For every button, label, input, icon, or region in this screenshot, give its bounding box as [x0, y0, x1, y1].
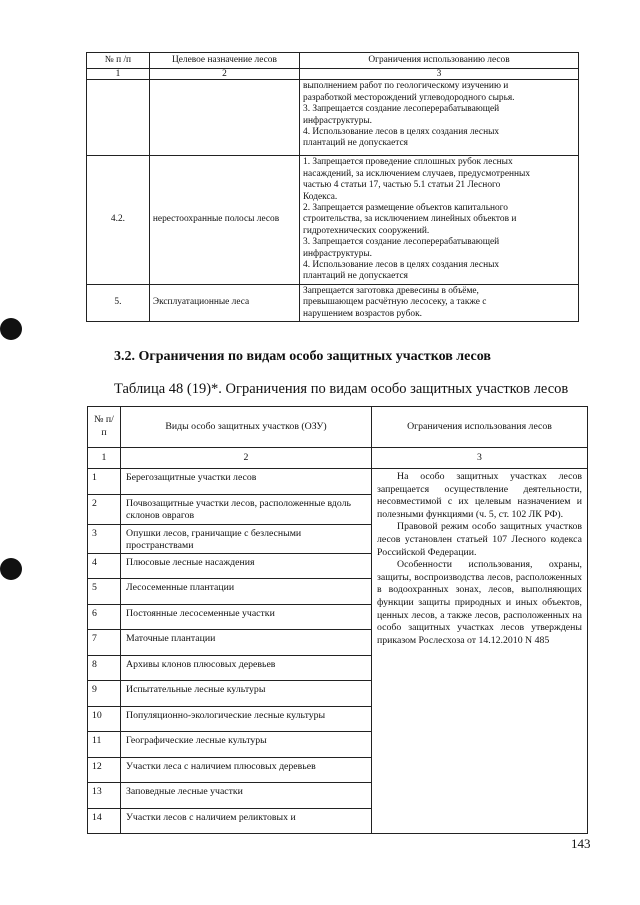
colnum-3: 3 [300, 69, 579, 80]
restriction-line: строительства, за исключением линейных объектов и [303, 214, 517, 225]
page-number: 143 [571, 836, 591, 851]
restriction-line: выполнением работ по геологическому изучению и [303, 81, 509, 92]
row-ozu-type: Почвозащитные участки лесов, расположенные вдоль склонов оврагов [121, 494, 372, 524]
row-num: 11 [88, 732, 121, 758]
header-restrictions: Ограничения использованию лесов [300, 53, 579, 69]
restriction-line: 1. Запрещается проведение сплошных рубок лесных [303, 157, 513, 168]
restriction-line: 4. Использование лесов в целях создания лесных [303, 127, 500, 138]
row-num: 9 [88, 681, 121, 707]
header-num: № п/п [88, 407, 121, 448]
row-ozu-type: Географические лесные культуры [121, 732, 372, 758]
row-restrictions [300, 80, 579, 156]
table-header-row [88, 407, 588, 448]
row-ozu-type: Заповедные лесные участки [121, 783, 372, 809]
header-num: № п /п [87, 53, 150, 69]
row-purpose: нерестоохранные полосы лесов [149, 156, 299, 284]
restriction-line: Запрещается заготовка древесины в объёме, [303, 285, 479, 296]
row-ozu-type: Плюсовые лесные насаждения [121, 553, 372, 579]
colnum-1: 1 [87, 69, 150, 80]
table-header-row [87, 53, 579, 69]
row-num: 8 [88, 655, 121, 681]
header-restrictions: Ограничения использования лесов [372, 407, 588, 448]
restriction-paragraph: На особо защитных участках лесов запрещается осуществление деятельности, несовместимой с их целевым назначением и полезными функциями (ч. 5, ст. 102 ЛК РФ). [377, 471, 582, 520]
row-ozu-type: Опушки лесов, граничащие с безлесными пространствами [121, 524, 372, 553]
row-ozu-type: Берегозащитные участки лесов [121, 469, 372, 495]
row-num: 3 [88, 524, 121, 553]
row-num: 13 [88, 783, 121, 809]
row-ozu-type: Испытательные лесные культуры [121, 681, 372, 707]
ozu-restrictions-table [87, 406, 588, 834]
binder-hole-bottom [0, 558, 22, 580]
restriction-line: инфраструктуры. [303, 115, 373, 126]
row-ozu-type: Участки леса с наличием плюсовых деревьев [121, 757, 372, 783]
binder-hole-top [0, 318, 22, 340]
column-number-row [88, 448, 588, 469]
row-num: 12 [88, 757, 121, 783]
colnum-2: 2 [149, 69, 299, 80]
row-restrictions [300, 156, 579, 284]
restriction-line: частью 4 статьи 17, частью 5.1 статьи 21 Лесного [303, 180, 501, 191]
row-num: 5 [88, 579, 121, 605]
row-ozu-type: Архивы клонов плюсовых деревьев [121, 655, 372, 681]
colnum-1: 1 [88, 448, 121, 469]
restriction-line: плантаций не допускается [303, 271, 408, 282]
restriction-line: превышающем расчётную лесосеку, а также с [303, 297, 487, 308]
forest-purpose-table [86, 52, 579, 322]
column-number-row [87, 69, 579, 80]
row-num: 2 [88, 494, 121, 524]
row-num: 4.2. [87, 156, 150, 284]
restriction-line: Кодекса. [303, 191, 338, 202]
row-purpose: Эксплуатационные леса [149, 284, 299, 321]
restriction-paragraph: Правовой режим особо защитных участков лесов установлен статьей 107 Лесного кодекса Российской Федерации. [377, 521, 582, 558]
row-ozu-type: Маточные плантации [121, 630, 372, 656]
restriction-line: инфраструктуры. [303, 248, 373, 259]
row-num: 10 [88, 706, 121, 732]
row-ozu-type: Популяционно-экологические лесные культуры [121, 706, 372, 732]
colnum-2: 2 [121, 448, 372, 469]
restrictions-cell [372, 469, 588, 834]
restriction-line: нарушением возрастов рубок. [303, 308, 422, 319]
restriction-line: насаждений, за исключением случаев, предусмотренных [303, 168, 531, 179]
table-row [87, 284, 579, 321]
row-ozu-type: Лесосеменные плантации [121, 579, 372, 605]
restriction-line: 3. Запрещается создание лесоперерабатывающей [303, 104, 500, 115]
section-title: 3.2. Ограничения по видам особо защитных участков лесов [114, 349, 491, 364]
restriction-line: плантаций не допускается [303, 138, 408, 149]
row-num: 4 [88, 553, 121, 579]
header-ozu-type: Виды особо защитных участков (ОЗУ) [121, 407, 372, 448]
colnum-3: 3 [372, 448, 588, 469]
table-row [87, 156, 579, 284]
row-ozu-type: Участки лесов с наличием реликтовых и [121, 808, 372, 834]
row-num: 14 [88, 808, 121, 834]
restriction-line: разработкой месторождений углеводородного сырья. [303, 92, 515, 103]
row-num: 5. [87, 284, 150, 321]
row-restrictions [300, 284, 579, 321]
table-caption: Таблица 48 (19)*. Ограничения по видам особо защитных участков лесов [114, 381, 569, 397]
table-row [88, 469, 588, 495]
row-num: 6 [88, 604, 121, 630]
restriction-line: 2. Запрещается размещение объектов капитального [303, 203, 508, 214]
table-row [87, 80, 579, 156]
restriction-line: 4. Использование лесов в целях создания лесных [303, 260, 500, 271]
row-num: 1 [88, 469, 121, 495]
row-num [87, 80, 150, 156]
row-num: 7 [88, 630, 121, 656]
header-purpose: Целевое назначение лесов [149, 53, 299, 69]
row-ozu-type: Постоянные лесосеменные участки [121, 604, 372, 630]
restriction-line: 3. Запрещается создание лесоперерабатывающей [303, 237, 500, 248]
restriction-paragraph: Особенности использования, охраны, защиты, воспроизводства лесов, расположенных в водоохранных зонах, лесов, выполняющих функции защиты природных и иных объектов, ценных лесов, а также лесов, расположенных на особо защитных участках лесов утверждены приказом Рослесхоза от 14.12.2010 N 485 [377, 559, 582, 646]
row-purpose [149, 80, 299, 156]
restriction-line: гидротехнических сооружений. [303, 225, 430, 236]
